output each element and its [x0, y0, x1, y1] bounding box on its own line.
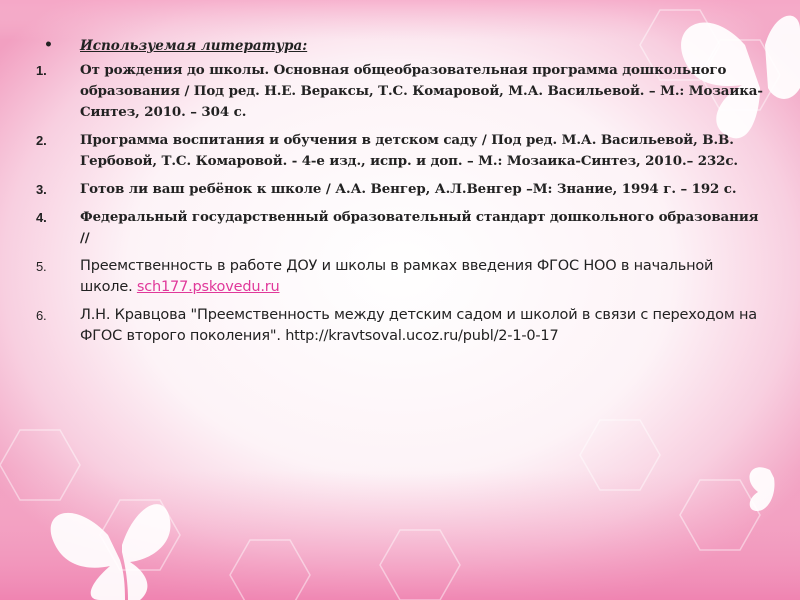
- item-text: Л.Н. Кравцова "Преемственность между детским садом и школой в связи с переходом на ФГОС второго поколения". http://kravtsoval.ucoz.ru/publ/2-1-0-17: [80, 307, 757, 344]
- item-number: 2.: [36, 133, 47, 148]
- list-item: [36, 256, 766, 298]
- item-text: От рождения до школы. Основная общеобразовательная программа дошкольного образования / Под ред. Н.Е. Вераксы, Т.С. Комаровой, М.А. Васильевой. – М.: Мозаика-Синтез, 2010. – 304 с.: [80, 62, 763, 120]
- item-number: 6.: [36, 308, 47, 323]
- item-text: Преемственность в работе ДОУ и школы в рамках введения ФГОС НОО в начальной школе.: [80, 258, 714, 295]
- item-text: Программа воспитания и обучения в детском саду / Под ред. М.А. Васильевой, В.В. Гербовой, Т.С. Комаровой. - 4-е изд., испр. и доп. – М.: Мозаика-Синтез, 2010.– 232с.: [80, 132, 738, 169]
- list-item: [36, 130, 766, 172]
- item-number: 4.: [36, 210, 47, 225]
- list-item: [36, 60, 766, 123]
- item-number: 5.: [36, 259, 47, 274]
- list-item: [36, 207, 766, 249]
- item-text: Готов ли ваш ребёнок к школе / А.А. Венгер, А.Л.Венгер –М: Знание, 1994 г. – 192 с.: [80, 181, 737, 197]
- school-website-link[interactable]: sch177.pskovedu.ru: [136, 279, 280, 295]
- references-heading: Используемая литература:: [80, 38, 308, 54]
- item-number: 3.: [36, 182, 47, 197]
- list-item: [36, 305, 766, 347]
- item-text: Федеральный государственный образовательный стандарт дошкольного образования //: [80, 209, 759, 246]
- references-list: [36, 38, 766, 354]
- list-item: [36, 179, 766, 200]
- item-number: 1.: [36, 63, 47, 78]
- references-heading-row: [36, 38, 766, 54]
- bullet-marker: •: [44, 37, 53, 53]
